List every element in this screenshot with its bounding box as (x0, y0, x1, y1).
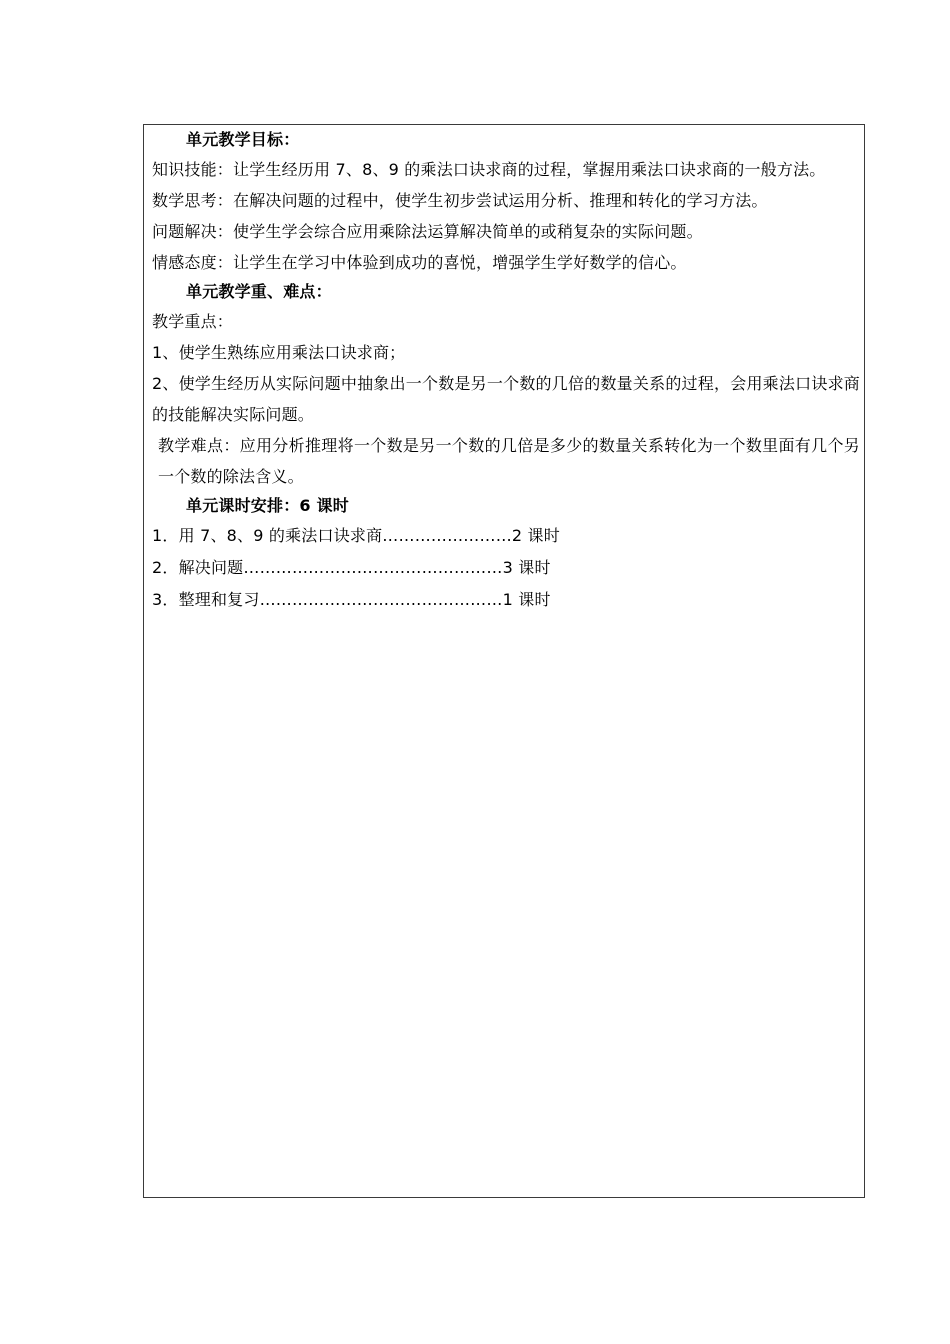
lesson-plan-content (152, 126, 860, 616)
schedule-heading: 单元课时安排：6 课时 (186, 496, 349, 515)
problem-solving-text: 问题解决：使学生学会综合应用乘除法运算解决简单的或稍复杂的实际问题。 (152, 222, 703, 241)
teaching-focus-label: 教学重点： (152, 312, 234, 331)
knowledge-skills-text: 知识技能：让学生经历用 7、8、9 的乘法口诀求商的过程，掌握用乘法口诀求商的一般方法。 (152, 160, 826, 179)
teaching-difficulty-text: 教学难点：应用分析推理将一个数是另一个数的几倍是多少的数量关系转化为一个数里面有几个另一个数的除法含义。 (158, 436, 860, 486)
unit-goals-heading: 单元教学目标： (186, 130, 300, 149)
schedule-item-1: 1．用 7、8、9 的乘法口诀求商……………………2 课时 (152, 526, 560, 545)
schedule-item-3: 3．整理和复习………………………………………1 课时 (152, 590, 551, 609)
math-thinking-text: 数学思考：在解决问题的过程中，使学生初步尝试运用分析、推理和转化的学习方法。 (152, 191, 768, 210)
emotional-attitude-text: 情感态度：让学生在学习中体验到成功的喜悦，增强学生学好数学的信心。 (152, 253, 687, 272)
focus-item-2: 2、使学生经历从实际问题中抽象出一个数是另一个数的几倍的数量关系的过程，会用乘法口诀求商的技能解决实际问题。 (152, 374, 860, 424)
schedule-item-2: 2．解决问题…………………………………………3 课时 (152, 558, 551, 577)
key-points-heading: 单元教学重、难点： (186, 282, 332, 301)
focus-item-1: 1、使学生熟练应用乘法口诀求商； (152, 343, 406, 362)
